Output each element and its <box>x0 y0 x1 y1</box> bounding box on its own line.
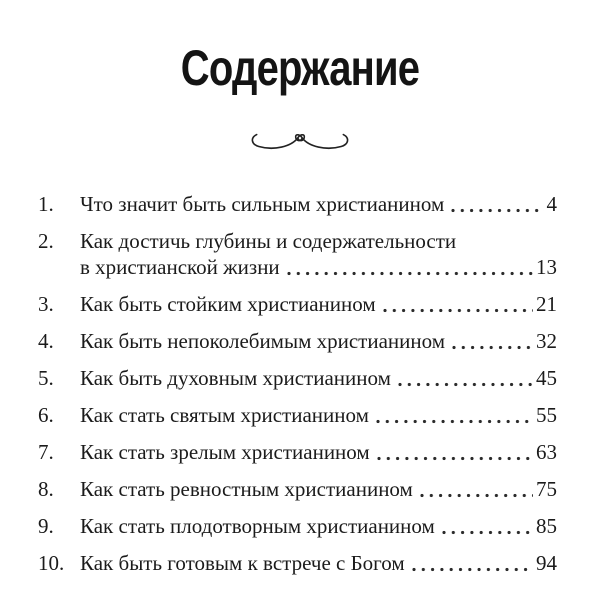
toc-title-text: Как стать зрелым христианином <box>80 440 370 464</box>
toc-item <box>38 513 557 539</box>
toc-line <box>80 291 557 317</box>
toc-title-text: Как быть стойким христианином <box>80 292 376 316</box>
toc-line <box>80 191 557 217</box>
toc-page-number: 21 <box>536 292 557 316</box>
toc-item-number: 8. <box>38 477 54 501</box>
toc-item-entry <box>80 228 557 280</box>
toc-item-number: 4. <box>38 329 54 353</box>
dot-leader <box>398 382 533 387</box>
toc-page-number: 63 <box>536 440 557 464</box>
page-title <box>0 34 600 94</box>
toc-item <box>38 228 557 280</box>
toc-title-text: Как стать ревностным христианином <box>80 477 413 501</box>
toc-line <box>80 254 557 280</box>
toc-page-number: 4 <box>546 192 557 216</box>
toc-item-number: 1. <box>38 192 54 216</box>
toc-line <box>80 328 557 354</box>
dot-leader <box>377 456 533 461</box>
dot-leader <box>451 208 543 213</box>
toc-title-text: Как быть непоколебимым христианином <box>80 329 446 353</box>
toc-page-number: 85 <box>536 514 557 538</box>
toc-page-number: 13 <box>536 255 557 279</box>
toc-item-entry <box>80 476 557 502</box>
toc-item <box>38 291 557 317</box>
toc-item-entry <box>80 191 557 217</box>
toc-item <box>38 476 557 502</box>
toc-item-number: 7. <box>38 440 54 464</box>
dot-leader <box>452 345 533 350</box>
toc-item-number: 10. <box>38 551 65 575</box>
toc-item-entry <box>80 291 557 317</box>
toc-line <box>80 550 557 576</box>
dot-leader <box>376 419 533 424</box>
toc-item-number: 5. <box>38 366 54 390</box>
toc-item-entry <box>80 439 557 465</box>
toc-title-text: Как достичь глубины и содержательности <box>80 229 457 253</box>
toc-line <box>80 402 557 428</box>
toc-item <box>38 191 557 217</box>
dot-leader <box>420 493 533 498</box>
dot-leader <box>412 567 533 572</box>
dot-leader <box>287 271 533 276</box>
toc-page-number: 75 <box>536 477 557 501</box>
toc-item-number: 3. <box>38 292 54 316</box>
toc-item-entry <box>80 550 557 576</box>
toc-title-text: Что значит быть сильным христианином <box>80 192 445 216</box>
moustache-curl-icon <box>248 127 352 153</box>
toc-line <box>80 513 557 539</box>
toc-item-number: 6. <box>38 403 54 427</box>
toc-item-entry <box>80 402 557 428</box>
toc-item <box>38 402 557 428</box>
toc-item <box>38 328 557 354</box>
toc-page-number: 45 <box>536 366 557 390</box>
toc-page-number: 55 <box>536 403 557 427</box>
toc-item <box>38 365 557 391</box>
toc-line <box>80 476 557 502</box>
toc-page-number: 32 <box>536 329 557 353</box>
toc-line <box>80 365 557 391</box>
toc-title-text: Как стать плодотворным христианином <box>80 514 435 538</box>
toc-item-number: 2. <box>38 229 54 253</box>
toc-title-text: Как быть готовым к встрече с Богом <box>80 551 405 575</box>
toc-title-text: Как стать святым христианином <box>80 403 369 427</box>
toc-line <box>80 439 557 465</box>
toc-title-text: в христианской жизни <box>80 255 280 279</box>
toc-title-text: Как быть духовным христианином <box>80 366 391 390</box>
toc-item <box>38 550 557 576</box>
toc-page-number: 94 <box>536 551 557 575</box>
top-flourish-container <box>0 127 600 153</box>
page-title-text: Содержание <box>180 39 420 96</box>
toc-item-entry <box>80 365 557 391</box>
dot-leader <box>442 530 533 535</box>
toc-item-number: 9. <box>38 514 54 538</box>
toc-line <box>80 228 557 254</box>
table-of-contents <box>38 191 557 576</box>
toc-item-entry <box>80 328 557 354</box>
toc-item <box>38 439 557 465</box>
dot-leader <box>383 308 533 313</box>
toc-item-entry <box>80 513 557 539</box>
